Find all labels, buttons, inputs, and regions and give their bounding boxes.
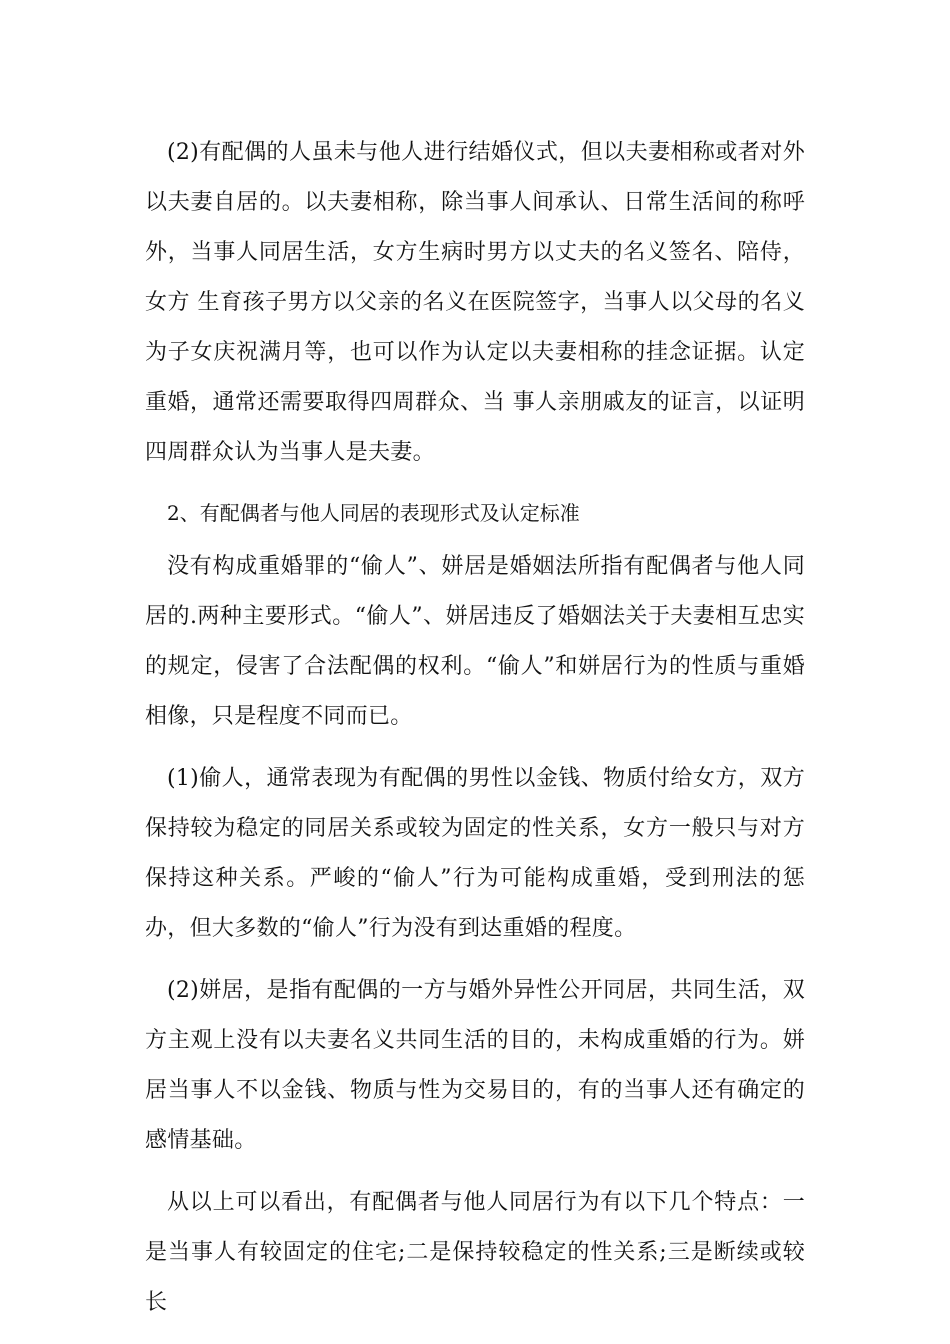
section-heading: 2、有配偶者与他人同居的表现形式及认定标准 — [167, 501, 580, 525]
paragraph-characteristics: 从以上可以看出，有配偶者与他人同居行为有以下几个特点：一是当事人有较固定的住宅;二是保持较稳定的性关系;三是断续或较长 — [145, 1190, 805, 1315]
paragraph-affair: (1)偷人，通常表现为有配偶的男性以金钱、物质付给女方，双方保持较为稳定的同居关系或较为固定的性关系，女方一般只与对方保持这种关系。严峻的“偷人”行为可能构成重婚，受到刑法的惩办，但大多数的“偷人”行为没有到达重婚的程度。 — [145, 766, 805, 941]
paragraph-cohabitation-forms: 没有构成重婚罪的“偷人”、姘居是婚姻法所指有配偶者与他人同居的.两种主要形式。“偷人”、姘居违反了婚姻法关于夫妻相互忠实的规定，侵害了合法配偶的权利。“偷人”和姘居行为的性质与重婚相像，只是程度不同而已。 — [145, 554, 805, 729]
document-body — [145, 128, 805, 1340]
paragraph-concubinage: (2)姘居，是指有配偶的一方与婚外异性公开同居，共同生活，双方主观上没有以夫妻名义共同生活的目的，未构成重婚的行为。姘居当事人不以金钱、物质与性为交易目的，有的当事人还有确定的感情基础。 — [145, 978, 805, 1153]
paragraph-bigamy-cohabitation-evidence: (2)有配偶的人虽未与他人进行结婚仪式，但以夫妻相称或者对外以夫妻自居的。以夫妻相称，除当事人间承认、日常生活间的称呼外，当事人同居生活，女方生病时男方以丈夫的名义签名、陪侍，女方 生育孩子男方以父亲的名义在医院签字，当事人以父母的名义为子女庆祝满月等，也可以作为认定以夫妻相称的挂念证据。认定重婚，通常还需要取得四周群众、当 事人亲朋戚友的证言，以证明四周群众认为当事人是夫妻。 — [145, 140, 805, 465]
